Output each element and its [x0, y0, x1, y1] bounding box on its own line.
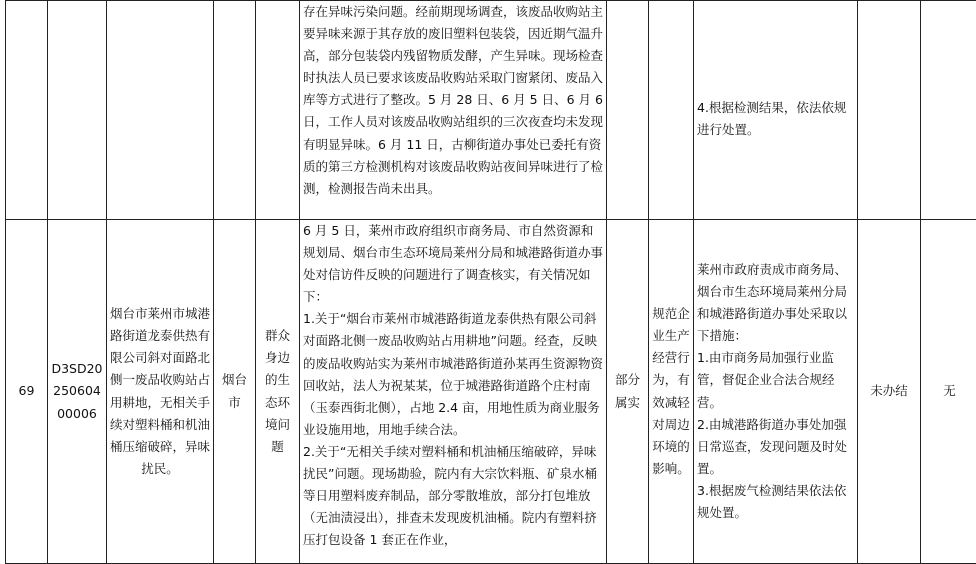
complaint-cell	[107, 1, 214, 220]
case-id-cell: D3SD2025060400006	[48, 220, 107, 564]
measure-item: 3.根据废气检测结果依法依规处置。	[697, 480, 854, 524]
purpose-cell: 规范企业生产经营行为，有效减轻对周边环境的影响。	[649, 220, 694, 564]
findings-cell	[300, 220, 607, 564]
measures-cell	[694, 1, 858, 220]
table-row	[6, 220, 976, 564]
status-cell	[858, 1, 921, 220]
accountability-cell: 无	[921, 220, 976, 564]
findings-paragraph: 2.关于“无相关手续对塑料桶和机油桶压缩破碎，异味扰民”问题。现场勘验，院内有大宗饮料瓶、矿泉水桶等日用塑料废弃制品，部分零散堆放，部分打包堆放（无油渍浸出），排查未发现废机油桶。院内有塑料挤压打包设备 1 套正在作业，	[303, 441, 603, 551]
category-cell	[256, 1, 300, 220]
measure-item: 莱州市政府责成市商务局、烟台市生态环境局莱州分局和城港路街道办事处采取以下措施：	[697, 259, 854, 347]
status-cell: 未办结	[858, 220, 921, 564]
measure-item: 4.根据检测结果，依法依规进行处置。	[697, 1, 854, 141]
case-id-cell	[48, 1, 107, 220]
verdict-cell: 部分属实	[607, 220, 649, 564]
measure-item: 2.由城港路街道办事处加强日常巡查，发现问题及时处置。	[697, 414, 854, 480]
accountability-cell	[921, 1, 976, 220]
findings-paragraph: 1.关于“烟台市莱州市城港路街道龙泰供热有限公司斜对面路北侧一废品收购站占用耕地”问题。经查，反映的废品收购站实为莱州市城港路街道孙某再生资源物资回收站，法人为祝某某，位于城港路街道路个庄村南（玉泰西街北侧），占地 2.4 亩，用地性质为商业服务业设施用地，用地手续合法。	[303, 308, 603, 441]
measures-cell	[694, 220, 858, 564]
index-cell	[6, 1, 48, 220]
complaint-cell: 烟台市莱州市城港路街道龙泰供热有限公司斜对面路北侧一废品收购站占用耕地，无相关手续对塑料桶和机油桶压缩破碎，异味扰民。	[107, 220, 214, 564]
category-cell: 群众身边的生态环境问题	[256, 220, 300, 564]
index-cell: 69	[6, 220, 48, 564]
verdict-cell	[607, 1, 649, 220]
findings-paragraph: 6 月 5 日，莱州市政府组织市商务局、市自然资源和规划局、烟台市生态环境局莱州分局和城港路街道办事处对信访件反映的问题进行了调查核实，有关情况如下：	[303, 220, 603, 308]
measure-item: 1.由市商务局加强行业监管，督促企业合法合规经营。	[697, 347, 854, 413]
findings-cell: 存在异味污染问题。经前期现场调查，该废品收购站主要异味来源于其存放的废旧塑料包装袋，因近期气温升高，部分包装袋内残留物质发酵，产生异味。现场检查时执法人员已要求该废品收购站采取门窗紧闭、废品入库等方式进行了整改。5 月 28 日、6 月 5 日、6 月 6 日，工作人员对该废品收购站组织的三次夜查均未发现有明显异味。6 月 11 日，古柳街道办事处已委托有资质的第三方检测机构对该废品收购站夜间异味进行了检测，检测报告尚未出具。	[300, 1, 607, 220]
petition-table	[5, 0, 976, 564]
purpose-cell	[649, 1, 694, 220]
city-cell	[214, 1, 256, 220]
city-cell: 烟台市	[214, 220, 256, 564]
table-row	[6, 1, 976, 220]
